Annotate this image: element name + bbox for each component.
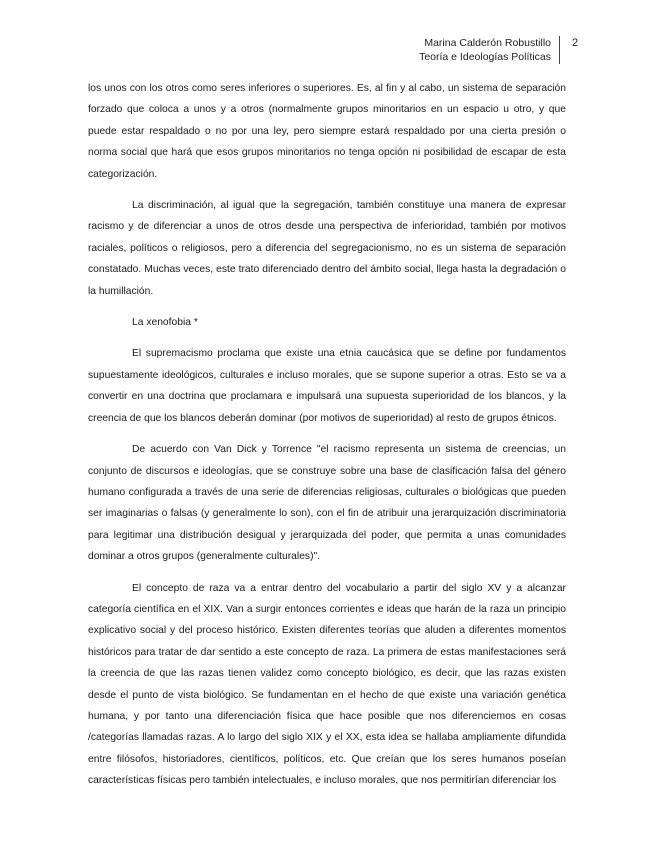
paragraph-discriminacion: La discriminación, al igual que la segregación, también constituye una manera de expresar racismo y de diferenciar a unos de otros desde una perspectiva de inferioridad, también por motivos raciales, políticos o religiosos, pero a diferencia del segregacionismo, no es un sistema de separación constatado. Muchas veces, este trato diferenciado dentro del ámbito social, llega hasta la degradación o la humillación. [88,200,566,297]
section-heading-xenofobia: La xenofobia * [132,317,198,329]
paragraph-supremacismo: El supremacismo proclama que existe una etnia caucásica que se define por fundamentos supuestamente ideológicos, culturales e incluso morales, que se supone superior a otras. Esto se va a convertir en una doctrina que proclamara e impulsará una supuesta superioridad de los blancos, y la creencia de que los blancos deberán dominar (por motivos de superioridad) al resto de grupos étnicos. [88,348,566,424]
paragraph-continuation: los unos con los otros como seres inferiores o superiores. Es, al fin y al cabo, un sistema de separación forzado que coloca a unos y a otros (normalmente grupos minoritarios en un espacio u otro, y que puede estar respaldado o no por una ley, pero siempre estará respaldado por una cierta presión o norma social que hará que esos grupos minoritarios no tenga opción ni posibilidad de escapar de esta categorización. [88,83,566,180]
header-author: Marina Calderón Robustillo [424,37,551,49]
running-header [419,36,560,64]
paragraph-van-dick-quote: De acuerdo con Van Dick y Torrence "el racismo representa un sistema de creencias, un conjunto de discursos e ideologías, que se construye sobre una base de clasificación falsa del género humano configurada a través de una serie de diferencias religiosas, culturales o biológicas que pueden ser imaginarias o falsas (y generalmente lo son), con el fin de atribuir una jerarquización discriminatoria para legitimar una distribución desigual y jerarquizada del poder, que permita a unas comunidades dominar a otros grupos (generalmente culturales)". [88,444,566,563]
paragraph-concepto-raza: El concepto de raza va a entrar dentro del vocabulario a partir del siglo XV y a alcanzar categoría científica en el XIX. Van a surgir entonces corrientes e ideas que harán de la raza un principio explicativo social y del proceso histórico. Existen diferentes teorías que aluden a diferentes momentos históricos para tratar de dar sentido a este concepto de raza. La primera de estas manifestaciones será la creencia de que las razas tienen validez como concepto biológico, es decir, que las razas existen desde el punto de vista biológico. Se fundamentan en el hecho de que existe una variación genética humana, y por tanto una diferenciación física que hace posible que nos diferenciemos en cosas /categorías llamadas razas. A lo largo del siglo XIX y el XX, esta idea se hallaba ampliamente difundida entre filósofos, historiadores, científicos, políticos, etc. Que creían que los seres humanos poseían características físicas pero también intelectuales, e incluso morales, que nos permitirían diferenciar los [88,582,566,787]
page-number: 2 [572,37,579,49]
header-subject: Teoría e Ideologías Políticas [419,51,551,63]
body-text [88,78,566,802]
